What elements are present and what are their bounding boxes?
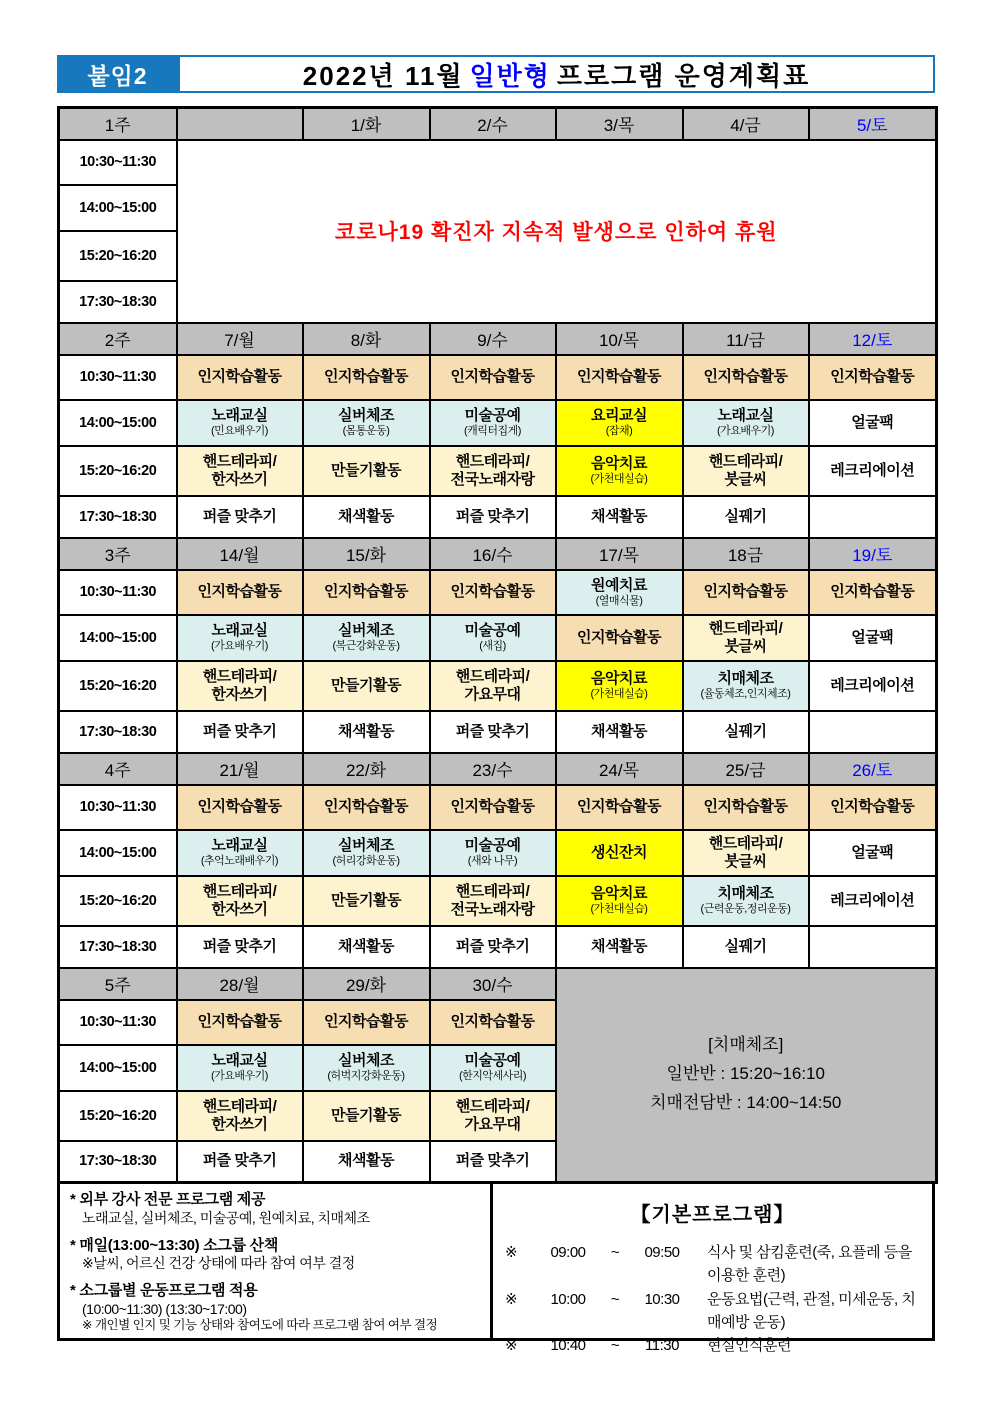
schedule-cell (556, 496, 683, 538)
time-slot-label: 17:30~18:30 (59, 711, 177, 753)
schedule-cell (683, 496, 809, 538)
activity-label: 퍼즐 맞추기 (455, 937, 530, 955)
week-label: 1주 (59, 108, 177, 140)
activity-sub-label: (가요배우기) (211, 640, 268, 653)
activity-label: 인지학습활동 (577, 798, 661, 816)
schedule-cell (303, 615, 430, 661)
day-header: 4/금 (683, 108, 809, 140)
activity-label: 음악치료 (591, 885, 647, 903)
activity-label: 생신잔치 (591, 843, 647, 861)
activity-label: 얼굴팩 (851, 843, 894, 861)
item-mark: ※ (505, 1244, 518, 1261)
schedule-cell (683, 830, 809, 876)
time-slot-label: 17:30~18:30 (59, 926, 177, 968)
day-header: 2/수 (430, 108, 556, 140)
schedule-cell (683, 711, 809, 753)
schedule-cell (177, 1091, 303, 1141)
week-label: 4주 (59, 753, 177, 785)
schedule-cell (556, 355, 683, 400)
day-header: 1/화 (303, 108, 430, 140)
activity-label: 미술공예 (464, 622, 521, 640)
day-header: 29/화 (303, 968, 430, 1000)
activity-label: 인지학습활동 (830, 798, 915, 816)
activity-label: 핸드테라피/ (202, 667, 277, 685)
schedule-cell (809, 830, 937, 876)
activity-sub-label: (캐릭터집게) (464, 425, 521, 438)
activity-sub-label: (가천대실습) (590, 903, 648, 916)
schedule-cell (556, 661, 683, 711)
page-title (178, 55, 935, 93)
activity-label: 핸드테라피/ (455, 882, 530, 900)
activity-label: 핸드테라피/ (708, 834, 783, 852)
activity-label: 붓글씨 (724, 852, 767, 870)
schedule-cell (303, 570, 430, 615)
day-header: 12/토 (809, 323, 937, 355)
item-desc: 운동요법(근력, 관절, 미세운동, 치매예방 운동) (707, 1290, 916, 1331)
activity-label: 퍼즐 맞추기 (455, 1152, 530, 1170)
day-header: 8/화 (303, 323, 430, 355)
activity-label: 인지학습활동 (450, 798, 535, 816)
activity-label: 인지학습활동 (324, 368, 408, 386)
schedule-cell (683, 661, 809, 711)
activity-sub-label: (몸통운동) (342, 425, 390, 438)
day-header: 19/토 (809, 538, 937, 570)
day-header: 5/토 (809, 108, 937, 140)
item-tilde: ~ (610, 1244, 620, 1261)
schedule-cell (683, 400, 809, 446)
activity-label: 인지학습활동 (703, 583, 788, 601)
schedule-cell (683, 926, 809, 968)
schedule-cell (430, 1091, 556, 1141)
schedule-cell (556, 711, 683, 753)
activity-label: 붓글씨 (724, 470, 767, 488)
schedule-cell (556, 446, 683, 496)
activity-label: 퍼즐 맞추기 (455, 722, 530, 740)
schedule-cell (683, 446, 809, 496)
schedule-cell (177, 661, 303, 711)
note-body: 노래교실, 실버체조, 미술공예, 원예치료, 치매체조 (82, 1209, 370, 1226)
schedule-cell (430, 496, 556, 538)
time-slot-label: 15:20~16:20 (59, 446, 177, 496)
monthly-schedule-table (57, 106, 938, 1184)
activity-label: 얼굴팩 (851, 413, 894, 431)
activity-sub-label: (잡채) (605, 425, 633, 438)
activity-label: 음악치료 (591, 670, 647, 688)
activity-label: 노래교실 (211, 1052, 268, 1070)
activity-label: 치매체조 (717, 670, 774, 688)
time-slot-label: 14:00~15:00 (59, 830, 177, 876)
activity-label: 미술공예 (464, 407, 521, 425)
day-header: 28/월 (177, 968, 303, 1000)
title-suffix: 프로그램 운영계획표 (556, 60, 811, 91)
activity-label: 전국노래자랑 (450, 470, 535, 488)
activity-label: 핸드테라피/ (708, 452, 783, 470)
activity-label: 요리교실 (591, 407, 647, 425)
activity-sub-label: (가요배우기) (717, 425, 774, 438)
activity-label: 인지학습활동 (450, 1013, 535, 1031)
schedule-cell (177, 1141, 303, 1183)
activity-label: 인지학습활동 (450, 368, 535, 386)
basic-program-item (505, 1241, 920, 1288)
activity-label: 인지학습활동 (577, 628, 661, 646)
time-slot-label: 10:30~11:30 (59, 785, 177, 830)
dementia-box-line: 일반반 : 15:20~16:10 (666, 1064, 825, 1084)
schedule-cell (303, 661, 430, 711)
item-end: 10:30 (644, 1290, 680, 1308)
schedule-cell (303, 785, 430, 830)
activity-sub-label: (가천대실습) (590, 688, 648, 701)
dementia-box-line: 치매전담반 : 14:00~14:50 (650, 1093, 842, 1113)
note-head: * 매일(13:00~13:30) 소그룹 산책 (70, 1236, 279, 1254)
schedule-cell (430, 1141, 556, 1183)
activity-sub-label: (근력운동,정리운동) (700, 903, 791, 916)
activity-label: 만들기활동 (331, 1106, 401, 1124)
activity-label: 인지학습활동 (703, 368, 788, 386)
schedule-cell (809, 496, 937, 538)
activity-label: 핸드테라피/ (455, 667, 530, 685)
schedule-cell (177, 785, 303, 830)
schedule-cell (809, 355, 937, 400)
day-header: 14/월 (177, 538, 303, 570)
activity-sub-label: (새집) (479, 640, 506, 653)
schedule-cell (430, 711, 556, 753)
week-label: 3주 (59, 538, 177, 570)
day-header: 17/목 (556, 538, 683, 570)
note-body: ※ 개인별 인지 및 기능 상태와 참여도에 따라 프로그램 참여 여부 결정 (82, 1318, 438, 1333)
activity-label: 퍼즐 맞추기 (202, 937, 277, 955)
item-tilde: ~ (610, 1290, 620, 1308)
activity-label: 핸드테라피/ (455, 452, 530, 470)
activity-label: 레크리에이션 (830, 891, 915, 909)
schedule-cell (177, 926, 303, 968)
title-bar (57, 55, 935, 93)
activity-sub-label: (추억노래배우기) (200, 855, 279, 868)
schedule-cell (556, 785, 683, 830)
schedule-cell (177, 355, 303, 400)
time-slot-label: 15:20~16:20 (59, 1091, 177, 1141)
activity-label: 노래교실 (211, 837, 268, 855)
activity-sub-label: (한지악세사리) (458, 1070, 527, 1083)
schedule-cell (303, 496, 430, 538)
day-header (177, 108, 303, 140)
time-slot-label: 15:20~16:20 (59, 661, 177, 711)
schedule-cell (809, 400, 937, 446)
schedule-cell (809, 876, 937, 926)
item-end: 09:50 (644, 1244, 680, 1261)
time-slot-label: 17:30~18:30 (59, 1141, 177, 1183)
schedule-cell (430, 876, 556, 926)
activity-label: 퍼즐 맞추기 (202, 1152, 277, 1170)
activity-label: 실꿰기 (724, 937, 767, 955)
basic-program-section (493, 1184, 932, 1354)
activity-label: 한자쓰기 (211, 900, 268, 918)
week-label: 5주 (59, 968, 177, 1000)
time-slot-label: 10:30~11:30 (59, 1000, 177, 1045)
schedule-cell (303, 876, 430, 926)
activity-label: 인지학습활동 (450, 583, 535, 601)
time-slot-label: 14:00~15:00 (59, 400, 177, 446)
activity-sub-label: (민요배우기) (211, 425, 268, 438)
activity-label: 인지학습활동 (324, 1013, 408, 1031)
schedule-cell (430, 446, 556, 496)
activity-label: 치매체조 (717, 885, 774, 903)
activity-label: 인지학습활동 (830, 583, 915, 601)
activity-label: 실버체조 (338, 837, 394, 855)
note-body: (10:00~11:30) (13:30~17:00) (82, 1300, 247, 1317)
time-slot-label: 17:30~18:30 (59, 281, 177, 323)
day-header: 26/토 (809, 753, 937, 785)
schedule-cell (177, 615, 303, 661)
activity-label: 가요무대 (464, 1115, 521, 1133)
time-slot-label: 10:30~11:30 (59, 570, 177, 615)
footer-notes (57, 1181, 935, 1354)
day-header: 24/목 (556, 753, 683, 785)
activity-label: 노래교실 (717, 407, 774, 425)
activity-label: 전국노래자랑 (450, 900, 535, 918)
schedule-cell (809, 785, 937, 830)
activity-label: 레크리에이션 (830, 461, 915, 479)
activity-sub-label: (허벅지강화운동) (327, 1070, 405, 1083)
basic-program-title: 【기본프로그램】 (630, 1204, 795, 1226)
schedule-cell (683, 876, 809, 926)
activity-label: 퍼즐 맞추기 (202, 507, 277, 525)
item-mark: ※ (505, 1337, 518, 1354)
attachment-badge: 붙임2 (57, 55, 178, 93)
schedule-cell (177, 1000, 303, 1045)
item-desc: 식사 및 삼킴훈련(죽, 요플레 등을 이용한 훈련) (707, 1244, 912, 1285)
activity-label: 채색활동 (591, 507, 647, 525)
schedule-cell (556, 615, 683, 661)
time-slot-label: 14:00~15:00 (59, 1045, 177, 1091)
item-start: 09:00 (550, 1244, 586, 1261)
item-tilde: ~ (610, 1337, 620, 1354)
time-slot-label: 15:20~16:20 (59, 231, 177, 281)
schedule-cell (809, 711, 937, 753)
activity-label: 가요무대 (464, 685, 521, 703)
schedule-cell (556, 570, 683, 615)
title-highlight: 일반형 (469, 60, 551, 91)
schedule-cell (177, 400, 303, 446)
activity-label: 인지학습활동 (324, 798, 408, 816)
activity-label: 실꿰기 (724, 722, 767, 740)
activity-label: 노래교실 (211, 407, 268, 425)
schedule-cell (809, 570, 937, 615)
schedule-cell (177, 1045, 303, 1091)
activity-label: 만들기활동 (331, 676, 401, 694)
schedule-cell (809, 926, 937, 968)
day-header: 18금 (683, 538, 809, 570)
activity-sub-label: (새와 나무) (467, 855, 518, 868)
schedule-cell (303, 1000, 430, 1045)
schedule-cell (683, 785, 809, 830)
time-slot-label: 15:20~16:20 (59, 876, 177, 926)
time-slot-label: 10:30~11:30 (59, 355, 177, 400)
activity-label: 한자쓰기 (211, 685, 268, 703)
basic-program-item (505, 1334, 920, 1357)
item-mark: ※ (505, 1290, 518, 1308)
activity-label: 채색활동 (591, 722, 647, 740)
schedule-cell (430, 615, 556, 661)
time-slot-label: 14:00~15:00 (59, 615, 177, 661)
note-external-instructors (70, 1191, 482, 1227)
dementia-exercise-info (556, 968, 937, 1183)
schedule-cell (683, 615, 809, 661)
item-start: 10:00 (550, 1290, 586, 1308)
activity-label: 핸드테라피/ (202, 882, 277, 900)
basic-program-item (505, 1288, 920, 1335)
activity-label: 채색활동 (338, 1152, 394, 1170)
activity-label: 한자쓰기 (211, 470, 268, 488)
activity-label: 핸드테라피/ (202, 1097, 277, 1115)
schedule-cell (556, 926, 683, 968)
schedule-cell (177, 876, 303, 926)
schedule-cell (303, 711, 430, 753)
activity-sub-label: (율동체조,인지체조) (700, 688, 791, 701)
activity-label: 채색활동 (338, 507, 394, 525)
day-header: 25/금 (683, 753, 809, 785)
activity-label: 인지학습활동 (577, 368, 661, 386)
day-header: 9/수 (430, 323, 556, 355)
schedule-cell (809, 615, 937, 661)
schedule-cell (556, 876, 683, 926)
activity-label: 핸드테라피/ (708, 619, 783, 637)
title-prefix: 2022년 11월 (302, 60, 464, 91)
activity-label: 미술공예 (464, 1052, 521, 1070)
schedule-cell (177, 496, 303, 538)
item-desc: 현실인식훈련 (707, 1337, 791, 1354)
schedule-cell (303, 926, 430, 968)
schedule-cell (430, 830, 556, 876)
schedule-cell (303, 446, 430, 496)
schedule-cell (303, 1045, 430, 1091)
activity-label: 인지학습활동 (324, 583, 408, 601)
day-header: 22/화 (303, 753, 430, 785)
activity-label: 인지학습활동 (197, 798, 282, 816)
day-header: 16/수 (430, 538, 556, 570)
week-label: 2주 (59, 323, 177, 355)
activity-label: 음악치료 (591, 455, 647, 473)
activity-label: 인지학습활동 (703, 798, 788, 816)
activity-label: 퍼즐 맞추기 (202, 722, 277, 740)
activity-sub-label: (복근강화운동) (332, 640, 400, 653)
activity-sub-label: (열매식물) (595, 594, 643, 607)
item-start: 10:40 (550, 1337, 586, 1354)
activity-label: 핸드테라피/ (455, 1097, 530, 1115)
note-daily-walk (70, 1237, 482, 1273)
activity-sub-label: (가요배우기) (211, 1070, 268, 1083)
item-end: 11:30 (645, 1337, 679, 1354)
activity-label: 실꿰기 (724, 507, 767, 525)
dementia-box-title: [치매체조] (708, 1035, 784, 1055)
activity-label: 노래교실 (211, 622, 268, 640)
activity-label: 만들기활동 (331, 891, 401, 909)
activity-label: 만들기활동 (331, 461, 401, 479)
note-exercise-program (70, 1282, 482, 1334)
activity-label: 얼굴팩 (851, 628, 894, 646)
schedule-cell (303, 355, 430, 400)
activity-label: 실버체조 (338, 407, 394, 425)
activity-label: 인지학습활동 (830, 368, 915, 386)
activity-label: 인지학습활동 (197, 368, 282, 386)
schedule-cell (430, 355, 556, 400)
schedule-cell (430, 1000, 556, 1045)
activity-label: 퍼즐 맞추기 (455, 507, 530, 525)
schedule-cell (177, 446, 303, 496)
schedule-cell (683, 570, 809, 615)
time-slot-label: 14:00~15:00 (59, 185, 177, 231)
schedule-cell (177, 830, 303, 876)
activity-label: 미술공예 (464, 837, 521, 855)
day-header: 23/수 (430, 753, 556, 785)
schedule-cell (177, 711, 303, 753)
schedule-cell (430, 661, 556, 711)
activity-label: 붓글씨 (724, 637, 767, 655)
notes-section (60, 1184, 493, 1338)
day-header: 21/월 (177, 753, 303, 785)
activity-label: 레크리에이션 (830, 676, 915, 694)
activity-label: 한자쓰기 (211, 1115, 268, 1133)
day-header: 3/목 (556, 108, 683, 140)
time-slot-label: 10:30~11:30 (59, 140, 177, 185)
activity-label: 원예치료 (591, 576, 647, 594)
note-head: * 소그룹별 운동프로그램 적용 (70, 1282, 258, 1300)
schedule-cell (556, 830, 683, 876)
schedule-cell (303, 830, 430, 876)
activity-label: 채색활동 (338, 722, 394, 740)
activity-label: 실버체조 (338, 1052, 394, 1070)
activity-label: 채색활동 (338, 937, 394, 955)
schedule-cell (430, 400, 556, 446)
activity-label: 인지학습활동 (197, 583, 282, 601)
activity-label: 인지학습활동 (197, 1013, 282, 1031)
activity-label: 실버체조 (338, 622, 394, 640)
day-header: 15/화 (303, 538, 430, 570)
schedule-cell (430, 570, 556, 615)
activity-sub-label: (가천대실습) (590, 473, 648, 486)
note-body: ※날씨, 어르신 건강 상태에 따라 참여 여부 결정 (82, 1255, 355, 1272)
schedule-cell (177, 570, 303, 615)
schedule-cell (303, 1141, 430, 1183)
note-head: * 외부 강사 전문 프로그램 제공 (70, 1191, 266, 1208)
schedule-cell (809, 661, 937, 711)
schedule-cell (683, 355, 809, 400)
schedule-cell (303, 1091, 430, 1141)
schedule-cell (430, 926, 556, 968)
day-header: 11/금 (683, 323, 809, 355)
day-header: 10/목 (556, 323, 683, 355)
schedule-cell (430, 785, 556, 830)
activity-label: 핸드테라피/ (202, 452, 277, 470)
activity-sub-label: (허리강화운동) (332, 855, 400, 868)
schedule-cell (556, 400, 683, 446)
day-header: 30/수 (430, 968, 556, 1000)
schedule-cell (303, 400, 430, 446)
closure-notice: 코로나19 확진자 지속적 발생으로 인하여 휴원 (177, 140, 937, 323)
schedule-cell (809, 446, 937, 496)
activity-label: 채색활동 (591, 937, 647, 955)
day-header: 7/월 (177, 323, 303, 355)
time-slot-label: 17:30~18:30 (59, 496, 177, 538)
schedule-cell (430, 1045, 556, 1091)
